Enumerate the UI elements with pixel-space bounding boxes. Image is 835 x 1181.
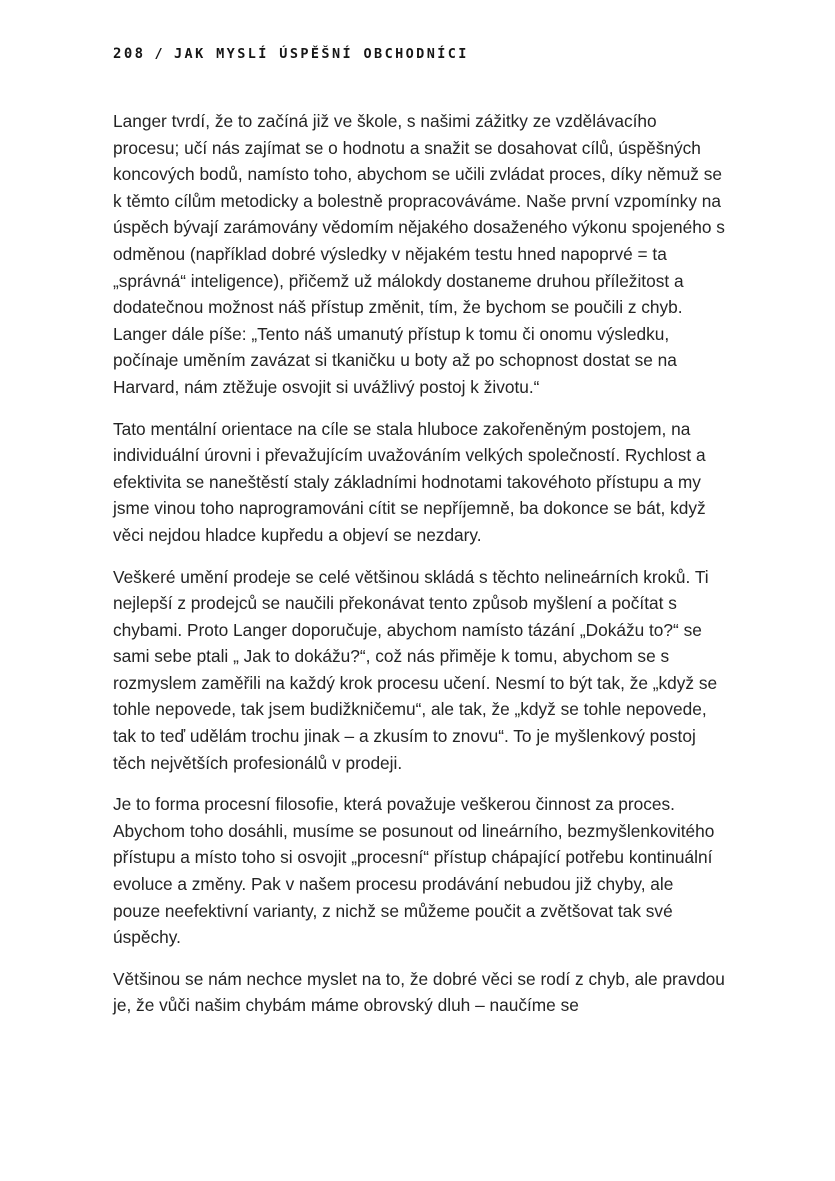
running-title: JAK MYSLÍ ÚSPĚŠNÍ OBCHODNÍCI [174, 46, 469, 62]
page-number: 208 [113, 46, 146, 62]
paragraph-2: Tato mentální orientace na cíle se stala hluboce zakořeněným postojem, na individuální úrovni i převažujícím uvažováním velkých společností. Rychlost a efektivita se naneštěstí staly základními hodnotami takovéhoto přístupu a my jsme vinou toho naprogramováni cítit se nepříjemně, ba dokonce se bát, když věci nejdou hladce kupředu a objeví se nezdary. [113, 418, 706, 545]
paragraph-4: Je to forma procesní filosofie, která považuje veškerou činnost za proces. Abychom toho dosáhli, musíme se posunout od lineárního, bezmyšlenkovitého přístupu a místo toho si osvojit „procesní“ přístup chápající potřebu kontinuální evoluce a změny. Pak v našem procesu prodávání nebudou již chyby, ale pouze neefektivní varianty, z nichž se můžeme poučit a zvětšovat tak své úspěchy. [113, 794, 715, 948]
page-header [113, 46, 725, 62]
paragraph-3: Veškeré umění prodeje se celé většinou skládá s těchto nelineárních kroků. Ti nejlepší z prodejců se naučili překonávat tento způsob myšlení a počítat s chybami. Proto Langer doporučuje, abychom namísto tázání „Dokážu to?“ se sami sebe ptali „ Jak to dokážu?“, což nás přiměje k tomu, abychom se s rozmyslem zaměřili na každý krok procesu učení. Nesmí to být tak, že „když se tohle nepovede, tak jsem budižkničemu“, ale tak, že „když se tohle nepovede, tak to teď udělám trochu jinak – a zkusím to znovu“. To je myšlenkový postoj těch největších profesionálů v prodeji. [113, 566, 718, 773]
page-body [113, 108, 725, 1019]
paragraph-5: Většinou se nám nechce myslet na to, že dobré věci se rodí z chyb, ale pravdou je, že vůči našim chybám máme obrovský dluh – naučíme se [113, 968, 725, 1016]
paragraph-1: Langer tvrdí, že to začíná již ve škole, s našimi zážitky ze vzdělávacího procesu; učí nás zajímat se o hodnotu a snažit se dosahovat cílů, úspěšných koncových bodů, namísto toho, abychom se učili zvládat proces, díky němuž se k těmto cílům metodicky a bolestně propracováváme. Naše první vzpomínky na úspěch bývají zarámovány vědomím nějakého dosaženého výkonu spojeného s odměnou (například dobré výsledky v nějakém testu hned napoprvé = ta „správná“ inteligence), přičemž už málokdy dostaneme druhou příležitost a dodatečnou možnost náš přístup změnit, tím, že bychom se poučili z chyb. Langer dále píše: „Tento náš umanutý přístup k tomu či onomu výsledku, počínaje uměním zavázat si tkaničku u boty až po schopnost dostat se na Harvard, nám ztěžuje osvojit si uvážlivý postoj k životu.“ [113, 111, 725, 397]
header-separator: / [154, 46, 166, 62]
